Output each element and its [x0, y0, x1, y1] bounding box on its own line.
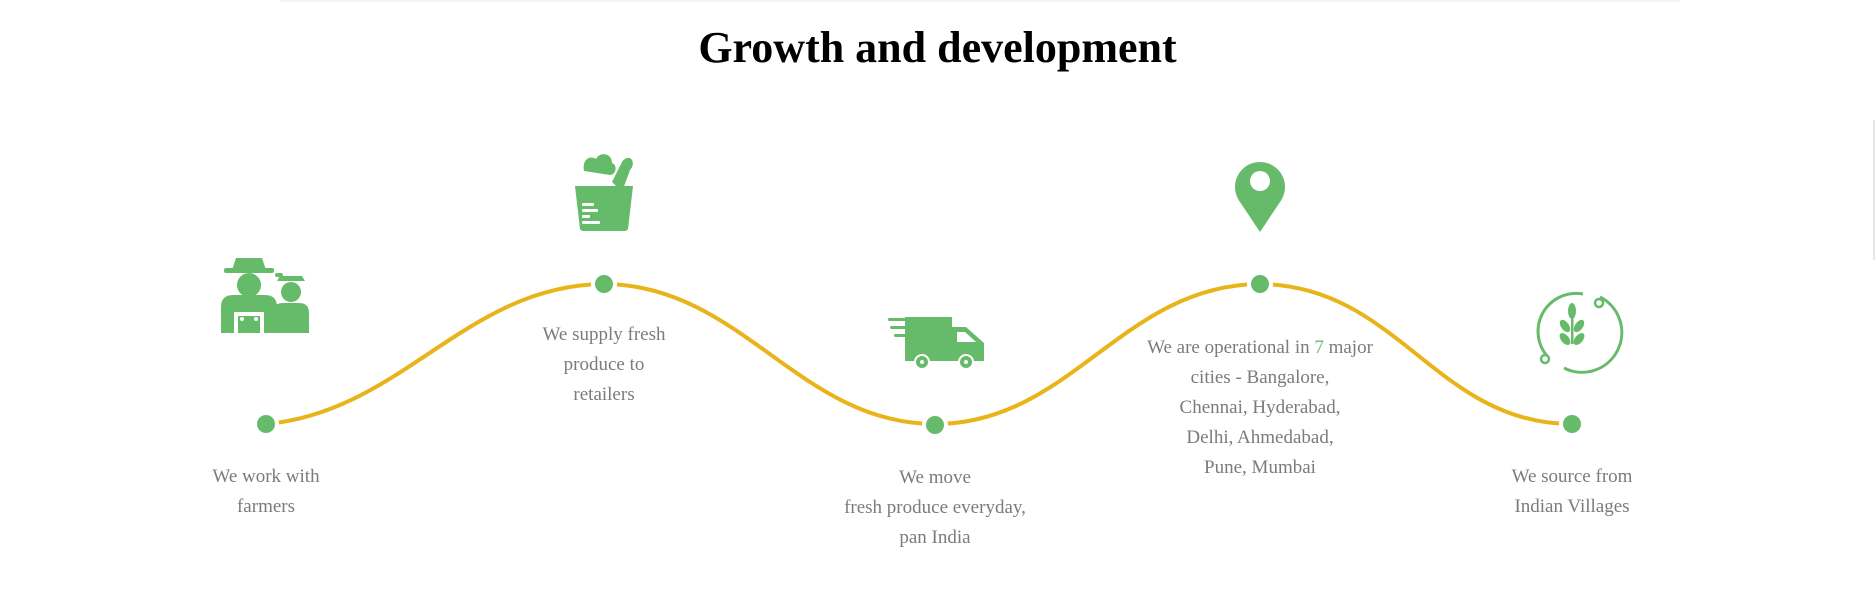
- step-farmers-line-1: We work with: [212, 466, 320, 487]
- page-title: Growth and development: [698, 23, 1177, 72]
- step-cities-suffix: major: [1323, 337, 1373, 358]
- step-transport-line-3: pan India: [899, 527, 971, 548]
- farmers-icon: [221, 258, 309, 333]
- step-transport-line-2: fresh produce everyday,: [844, 497, 1026, 518]
- milestone-dot-3: [922, 412, 948, 438]
- step-retailers-line-2: produce to: [563, 354, 645, 375]
- step-villages-text: [1452, 462, 1692, 522]
- grocery-bag-icon: [575, 154, 633, 231]
- step-farmers-line-2: farmers: [236, 496, 296, 517]
- milestone-dot-1: [253, 411, 279, 437]
- step-retailers-line-3: retailers: [573, 384, 635, 405]
- step-retailers-line-1: We supply fresh: [542, 324, 666, 345]
- step-transport-text: [815, 463, 1055, 553]
- step-cities-prefix: We are operational in: [1147, 337, 1315, 358]
- step-cities-line-4: Delhi, Ahmedabad,: [1186, 427, 1334, 448]
- step-cities-line-5: Pune, Mumbai: [1204, 457, 1316, 478]
- delivery-truck-icon: [888, 317, 984, 370]
- milestone-dot-2: [591, 271, 617, 297]
- milestone-dot-4: [1247, 271, 1273, 297]
- step-retailers-text: [484, 320, 724, 410]
- step-farmers-text: [146, 462, 386, 522]
- step-villages-line-1: We source from: [1511, 466, 1633, 487]
- step-cities-line-2: cities - Bangalore,: [1190, 367, 1330, 388]
- wheat-leaf-icon: [1538, 293, 1622, 372]
- step-cities-line-1: [1130, 333, 1390, 363]
- step-cities-line-3: Chennai, Hyderabad,: [1179, 397, 1341, 418]
- location-pin-icon: [1235, 162, 1285, 232]
- milestone-dot-5: [1559, 411, 1585, 437]
- cities-count: 7: [1314, 337, 1324, 358]
- step-villages-line-2: Indian Villages: [1514, 496, 1630, 517]
- step-cities-text: [1130, 333, 1390, 483]
- step-transport-line-1: We move: [899, 467, 971, 488]
